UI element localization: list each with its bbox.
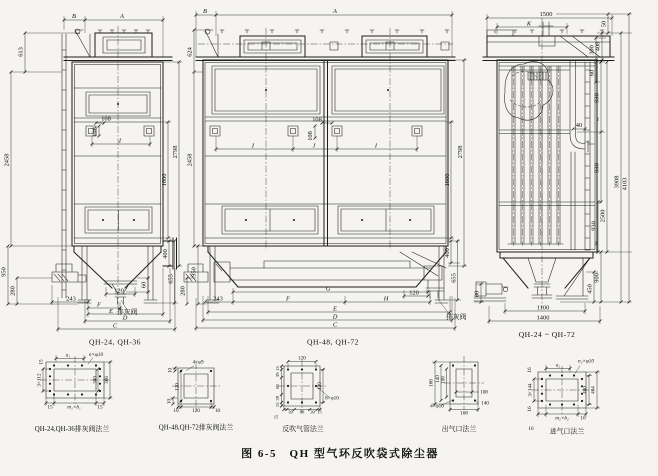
dim-15-top: 15 [38,359,45,365]
dim-15-l2: 15 [274,402,280,408]
dim-950: 950 [0,267,8,277]
f4-title: 出气口法兰 [441,426,477,433]
dim-15-bl: 15 [47,404,53,411]
dim-39-b1: 39 [288,409,293,415]
dim-1500: 1500 [539,11,553,18]
bolt-hole [301,401,303,403]
dim-15-br: 15 [97,404,103,411]
dim-1100: 1100 [536,304,550,312]
bolt-hole [287,385,289,387]
dim-120-top: 120 [298,355,306,362]
dim-10-top: 10 [167,367,174,374]
dim-C: C [112,322,118,330]
dim-10-bl: 10 [173,408,179,414]
dim-J: J [312,142,316,150]
dim-243: 243 [66,295,76,303]
dim-G: G [325,285,331,293]
dim-400: 400 [162,249,169,259]
bolt-hole [581,378,583,380]
valve-label: 排灰阀 [446,314,467,321]
dim-10-br: 10 [214,408,221,414]
dim-108h: 108 [312,116,322,124]
dim-400: 400 [582,386,589,394]
dim-D: D [122,314,128,322]
f5-title: 进气口法兰 [549,428,585,436]
figure-caption: 图 6-5 QH 型气环反吹袋式除尘器 [241,448,439,460]
dim-2b: 2 [594,241,597,247]
dim-108-bottom: 108 [480,389,488,396]
dim-a2: a₂ [555,362,561,369]
dim-464: 464 [590,386,597,394]
dim-655: 655 [167,274,175,284]
dim-I1: I [251,142,255,150]
bolt-hole [561,403,563,405]
door-knob [102,219,104,221]
bolt-hole [99,383,101,385]
dim-8xphi10: 8×φ10 [325,395,339,402]
dim-243: 243 [213,295,223,303]
bolt-hole [573,374,575,376]
dim-400: 400 [444,248,451,258]
dim-3x144: 3×144 [527,383,534,397]
bolt-hole [301,368,303,370]
dim-1400: 1400 [536,314,550,322]
dim-3908: 3908 [613,175,621,189]
dim-108v: 108 [307,131,314,141]
dim-120: 120 [409,289,419,297]
dim-4xphi10: 4×φ10 [430,403,444,410]
valve-label: 排灰阀 [117,309,138,316]
dim-900: 900 [593,273,601,283]
dim-2a: 2 [596,117,599,123]
dim-930c: 930 [590,221,598,231]
bolt-hole [573,403,575,405]
dim-16-br: 16 [580,415,586,422]
bolt-hole [549,403,551,405]
dim-120-right: 120 [316,382,323,390]
dim-15-l1: 15 [274,366,280,371]
dim-K: K [526,20,532,28]
dim-408: 408 [594,41,602,52]
dim-m2b2: m₂×b₂ [555,415,569,422]
dim-624: 624 [186,47,194,57]
dim-16-top: 16 [527,367,533,373]
bolt-hole [452,364,454,366]
bolt-hole [581,400,583,402]
f2-title: QH-48,QH-72排灰阀法兰 [158,424,234,432]
dim-120: 120 [114,287,124,295]
door-knob [293,219,295,221]
dim-39-l1: 39 [274,372,280,378]
dim-50: 50 [600,20,608,28]
dim-60: 60 [140,281,148,289]
rv-title: QH-24 ~ QH-72 [518,330,576,339]
bolt-hole [67,393,69,395]
dim-366: 366 [104,376,110,384]
dim-120-v: 120 [174,383,181,391]
bolt-hole [315,368,317,370]
bolt-hole [81,393,83,395]
door-knob [387,89,389,91]
dim-2798: 2798 [457,145,464,159]
dim-280: 280 [9,286,17,296]
dim-4103: 4103 [621,177,629,191]
bolt-hole [474,364,476,366]
dim-4xphi9: 4×φ9 [192,359,204,366]
dim-140-left: 140 [434,375,441,383]
dim-a1: a₁ [65,352,71,359]
dim-16-left: 16 [527,406,533,412]
dim-655: 655 [450,273,458,283]
dim-15-b: 15 [317,409,322,415]
dim-140-bottom: 140 [481,400,489,407]
f3-title: 反吹气管法兰 [282,426,324,433]
dim-108h: 108 [101,115,111,123]
dim-930a: 930 [593,93,601,103]
dim-450: 450 [586,284,594,294]
dim-40: 40 [575,122,583,129]
dim-300: 300 [92,376,99,384]
bolt-hole [49,375,51,377]
dim-950: 950 [190,267,198,277]
bolt-hole [99,375,101,377]
dim-I: I [118,137,122,145]
bolt-hole [210,370,212,372]
dim-2500: 2500 [599,209,607,223]
bolt-hole [315,401,317,403]
dim-H: H [383,295,389,303]
door-knob [409,219,411,221]
dim-D: D [332,313,338,321]
bolt-hole [452,399,454,401]
dim-80: 80 [473,290,481,298]
dim-60: 60 [588,69,596,77]
dim-C: C [332,321,338,329]
bolt-hole [287,368,289,370]
bolt-hole [67,364,69,366]
bolt-hole [49,383,51,385]
dim-E: E [109,307,113,315]
door-knob [245,219,247,221]
dim-930b: 930 [593,163,601,173]
dim-120-h: 120 [192,408,200,414]
dim-613: 613 [17,47,25,57]
bolt-hole [53,364,55,366]
dim-A: A [120,12,124,20]
dim-m1b1: m₁×b₁ [67,404,81,411]
dim-I2: I [374,142,378,150]
dim-A: A [333,8,337,15]
door-knob [133,219,135,221]
bolt-hole [287,401,289,403]
bolt-hole [81,364,83,366]
bolt-hole [561,374,563,376]
dim-B: B [72,12,76,20]
dim-168-left: 168 [428,379,435,387]
dim-F: F [97,301,101,309]
dim-2458: 2458 [3,153,11,167]
dim-n2-holes: n₂×φ10 [578,358,594,365]
f1-title: QH-24,QH-36排灰阀法兰 [34,426,110,433]
dim-108v: 108 [91,127,99,137]
dim-80-l: 80 [274,384,280,389]
lv-title: QH-24, QH-36 [89,337,141,347]
dim-n-holes: n×φ10 [88,352,104,358]
dim-2798: 2798 [172,145,179,159]
dim-300: 300 [588,45,596,55]
dim-39-b2: 39 [310,409,315,415]
dim-80-b: 80 [299,409,305,415]
dim-F: F [286,295,290,303]
dim-15-bl: 15 [273,414,279,420]
dim-168-bottom: 168 [460,410,468,417]
dim-280: 280 [179,286,187,296]
dim-108-left: 108 [440,376,447,384]
bolt-hole [549,374,551,376]
mv-title: QH-48, QH-72 [307,337,359,347]
dim-B: B [203,8,207,15]
dim-3x112: 3×112 [36,373,43,387]
dim-10-left: 10 [166,398,173,405]
bolt-hole [95,364,97,366]
bolt-hole [541,393,543,395]
door-knob [361,219,363,221]
dim-1600: 1600 [444,173,451,187]
dim-2458: 2458 [186,153,194,167]
dim-E: E [333,305,337,313]
dim-39-l2: 39 [274,396,280,401]
dim-16-bl: 16 [528,426,534,432]
bolt-hole [541,385,543,387]
dim-1600: 1600 [161,173,168,187]
